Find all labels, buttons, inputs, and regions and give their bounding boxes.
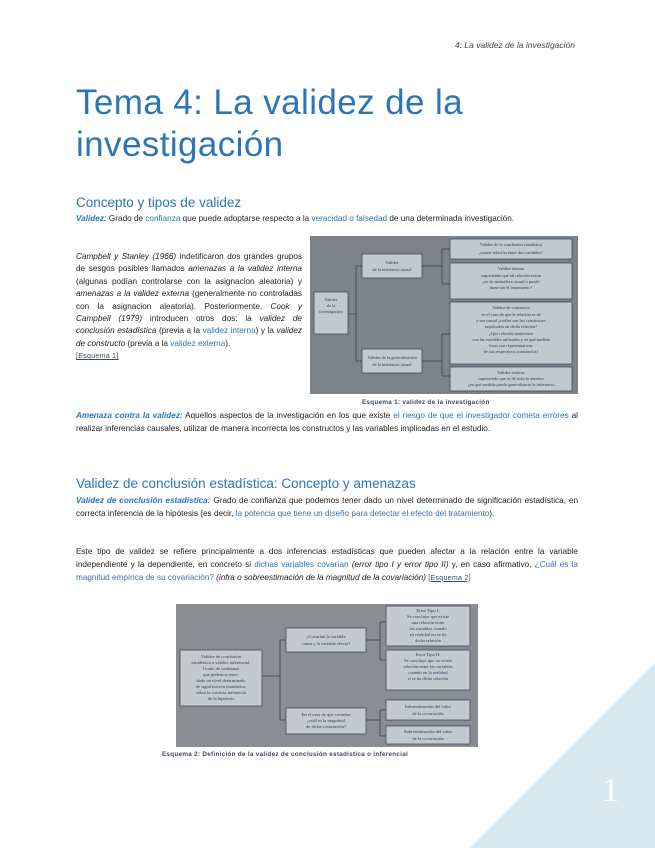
svg-text:investigación: investigación (319, 309, 343, 314)
esquema-2-link[interactable]: [Esquema 2] (428, 574, 471, 582)
svg-text:Validez: Validez (324, 297, 338, 302)
svg-text:En el caso de que covarían: En el caso de que covarían (301, 712, 351, 717)
validez-definition: Validez: Grado de confianza que puede adoptarse respecto a la veracidad o falsedad de una determinada investigación. (76, 214, 515, 223)
svg-text:Se concluye que no existe: Se concluye que no existe (404, 658, 452, 663)
term-confianza: confianza (145, 214, 181, 223)
svg-text:sobre la correcta inferencia: sobre la correcta inferencia (196, 690, 246, 695)
svg-text:Validez externa: Validez externa (497, 370, 525, 375)
svg-text:de la covariación: de la covariación (412, 711, 444, 716)
esquema-1-link[interactable]: [Esquema 1] (76, 353, 119, 361)
svg-text:Grado de confianza: Grado de confianza (203, 666, 239, 671)
inferencias-paragraph: Este tipo de validez se refiere principalmente a dos inferencias estadísticas que pueden afectar a la relación entre la variable independiente y la dependiente, en concreto si dichas variables covarían (error tipo I y error tipo II) y, en caso afirmativo, ¿Cuál es la magnitud empírica de su covariación? (infra o sobreestimación de la magnitud de la covariación) [Esquema 2] (76, 547, 578, 582)
svg-text:Validez de conclusión: Validez de conclusión (200, 654, 242, 659)
svg-text:Infraestimación del valor: Infraestimación del valor (404, 704, 452, 709)
section-heading-conclusion: Validez de conclusión estadística: Concepto y amenazas (76, 476, 416, 491)
svg-text:dado un nivel determinado: dado un nivel determinado (196, 678, 246, 683)
box-generalizacion (362, 349, 422, 373)
box-infraestimacion (386, 700, 470, 720)
svg-text:que podemos tener,: que podemos tener, (203, 672, 239, 677)
box-covarian-question (286, 628, 366, 652)
svg-text:éstas son representativas: éstas son representativas (489, 343, 533, 348)
figure-1-diagram (310, 236, 578, 394)
svg-text:cuando en la realidad: cuando en la realidad (408, 670, 448, 675)
svg-text:causa y la variable efecto?: causa y la variable efecto? (301, 641, 351, 646)
svg-text:de la inferencia causal: de la inferencia causal (372, 362, 412, 367)
svg-text:estadística o validez inferenc: estadística o validez inferencial: (191, 660, 251, 665)
svg-text:¿cuál es la magnitud: ¿cuál es la magnitud (307, 718, 345, 723)
svg-text:¿Covarían la variable: ¿Covarían la variable (306, 634, 346, 639)
validez-label: Validez: (76, 214, 107, 223)
svg-text:Error Tipo II:: Error Tipo II: (415, 652, 441, 657)
svg-text:implicados en dicha relación?: implicados en dicha relación? (484, 324, 538, 329)
document-title: Tema 4: La validez de la investigación (76, 83, 464, 164)
svg-text:en realidad no se da: en realidad no se da (409, 632, 447, 637)
svg-text:de la covariación: de la covariación (412, 736, 444, 741)
svg-text:de la hipótesis: de la hipótesis (207, 696, 235, 701)
svg-text:¿es de naturaleza causal o pue: ¿es de naturaleza causal o puede (482, 279, 540, 284)
svg-text:Validez interna: Validez interna (497, 266, 525, 271)
svg-text:de la inferencia causal: de la inferencia causal (372, 267, 412, 272)
svg-text:¿Qué relación mantienen: ¿Qué relación mantienen (489, 331, 533, 336)
svg-text:de dicha covariación?: de dicha covariación? (305, 724, 347, 729)
conclusion-label: Validez de conclusión estadística: (76, 496, 211, 505)
svg-text:en el caso de que la relación: en el caso de que la relación se dé (481, 312, 541, 317)
svg-text:y sea causal ¿cuáles son los c: y sea causal ¿cuáles son los constructos (476, 318, 546, 323)
svg-text:sí se da dicha relación: sí se da dicha relación (407, 676, 449, 681)
amenaza-label: Amenaza contra la validez: (76, 411, 183, 420)
svg-text:suponiendo que tal relación ex: suponiendo que tal relación exista (481, 273, 541, 278)
svg-text:darse sin el tratamiento?: darse sin el tratamiento? (489, 285, 533, 290)
svg-text:de la: de la (326, 303, 336, 308)
svg-text:Se concluye que existe: Se concluye que existe (407, 614, 449, 619)
svg-text:dicha relación: dicha relación (415, 638, 441, 643)
figure-1-caption: Esquema 1: validez de la investigación (362, 399, 490, 406)
term-veracidad: veracidad o falsedad (311, 214, 388, 223)
corner-triangle-decoration (470, 663, 655, 848)
figure-2-caption: Esquema 2: Definición de la validez de conclusión estadística o inferencial (162, 751, 409, 758)
conclusion-definition: Validez de conclusión estadística: Grado de confianza que podemos tener dado un nivel determinado de significación estadística, en correcta inferencia de la hipótesis (es decir, la potencia que tiene un diseño para detectar el efecto del tratamiento). (76, 496, 578, 518)
section-heading-concepto: Concepto y tipos de validez (76, 195, 242, 210)
page-number: 1 (602, 772, 619, 809)
campbell-paragraph: Campbell y Stanley (1966) indetificaron dos grandes grupos de sesgos posibles llamados amenazas a la validez interna (algunas podían controlarse con la asignacion aleatoria) y amenazas a la validez externa (generalmente no controladas con la asignacion aleatoria). Posteriormente, Cook y Campbell (1979) introducen otros dos: la validez de conclusión estadística (previa a la validez interna) y la validez de constructo (previa a la validez externa). [Esquema 1] (76, 252, 303, 361)
svg-text:las variables cuando: las variables cuando (409, 626, 447, 631)
svg-text:con las variables utilizadas y: con las variables utilizadas y en qué medida (472, 337, 550, 342)
svg-text:Validez: Validez (385, 260, 399, 265)
svg-text:¿en qué medida puede generaliz: ¿en qué medida puede generalizarse la inferencia (467, 382, 555, 387)
running-header: 4: La validez de la investigación (454, 40, 575, 50)
svg-text:Error Tipo I:: Error Tipo I: (416, 608, 440, 613)
amenaza-definition: Amenaza contra la validez: Aquellos aspectos de la investigación en los que existe el riesgo de que el investigador cometa errores al realizar inferencias causales, utilizar de manera incorrecta los constructos y las variables implicadas en el estudio. (76, 411, 578, 433)
svg-text:una relación entre: una relación entre (411, 620, 445, 625)
svg-text:de sus respectivos constructos: de sus respectivos constructos? (483, 349, 539, 354)
svg-text:suponiendo que se dé todo lo a: suponiendo que se dé todo lo anterior (478, 376, 544, 381)
svg-text:relación entre las variables: relación entre las variables (403, 664, 453, 669)
figure-2-diagram (176, 604, 478, 747)
svg-text:Validez de la generalización: Validez de la generalización (367, 355, 417, 360)
svg-text:Validez de la conclusión estad: Validez de la conclusión estadística (479, 242, 543, 247)
svg-text:de significación estadística,: de significación estadística, (195, 684, 247, 689)
svg-text:Sobreestimación del valor: Sobreestimación del valor (404, 729, 452, 734)
svg-text:Validez de constructo: Validez de constructo (492, 305, 530, 310)
svg-text:¿existe relación entre dos var: ¿existe relación entre dos variables? (479, 250, 543, 255)
box-inferencia-causal (362, 254, 422, 278)
